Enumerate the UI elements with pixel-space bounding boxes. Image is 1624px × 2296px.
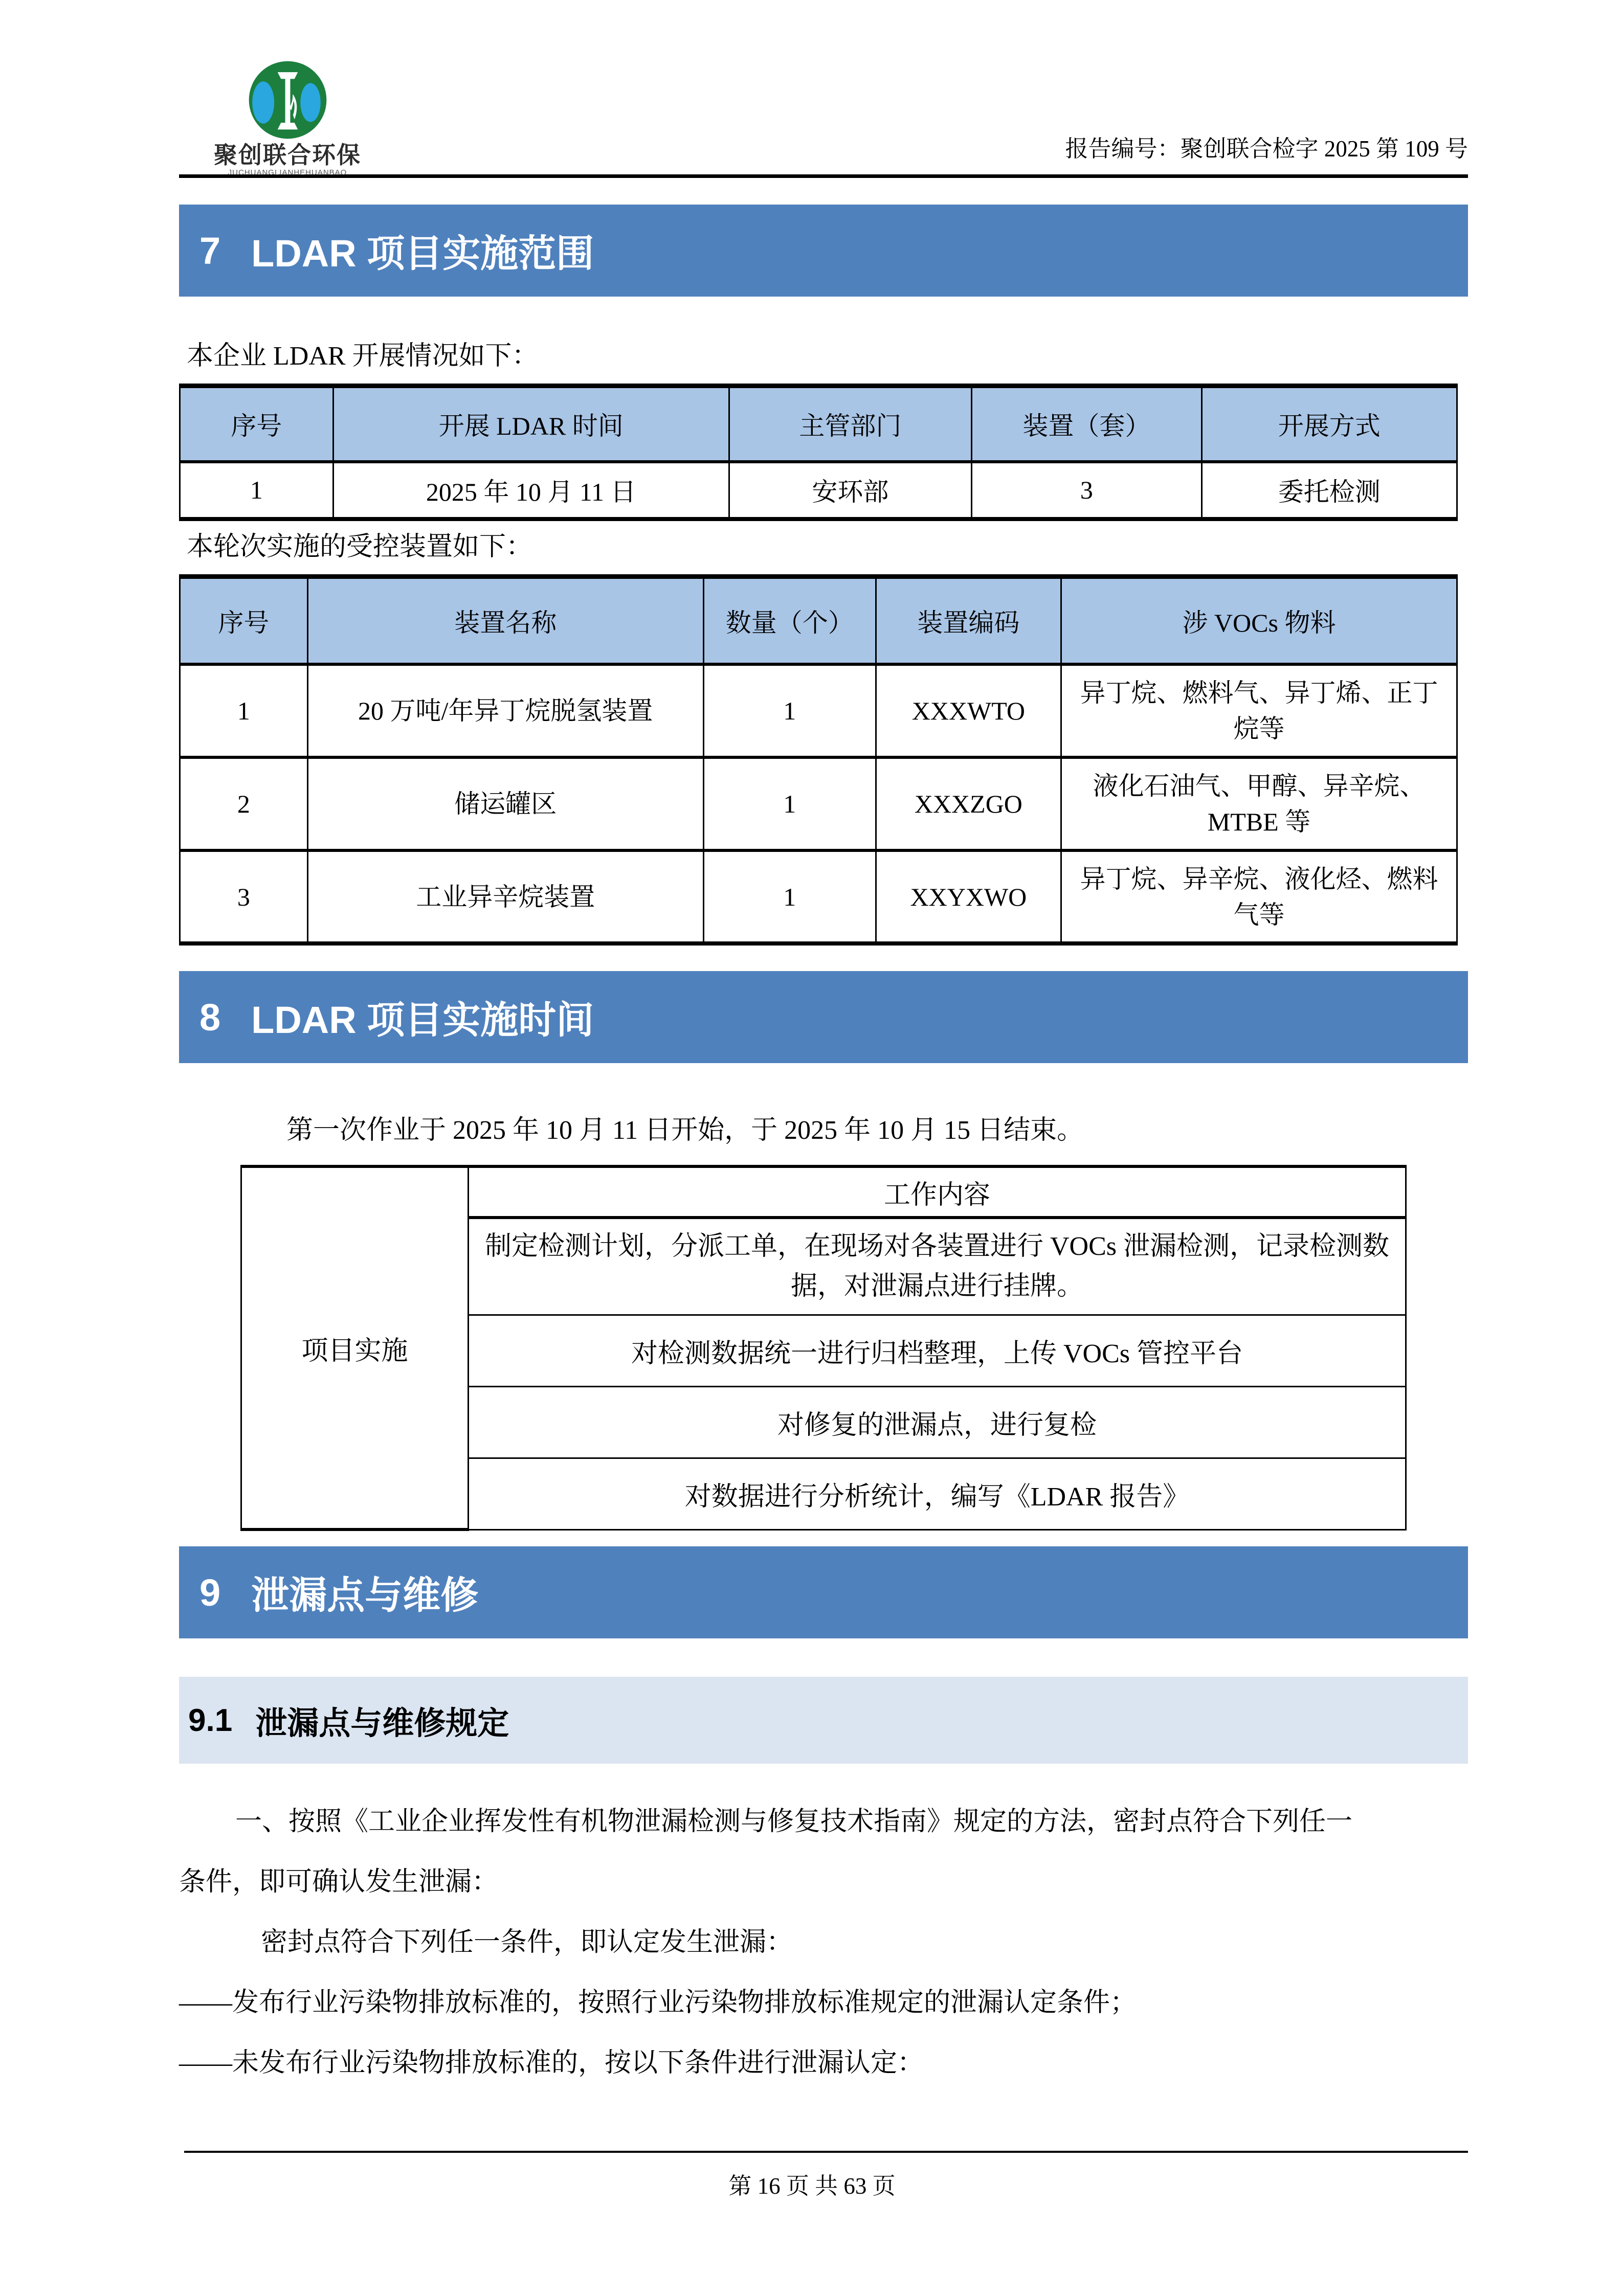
report-number: 报告编号：聚创联合检字 2025 第 109 号 [1065,136,1468,162]
cell: 安环部 [729,462,971,519]
col-header: 序号 [180,386,333,462]
cell: 对数据进行分析统计，编写《LDAR 报告》 [469,1458,1406,1529]
cell: XXYXWO [876,850,1061,943]
section-9-1-number: 9.1 [188,1702,233,1738]
page-number: 第 16 页 共 63 页 [728,2173,896,2199]
cell: 1 [703,757,876,850]
cell: 异丁烷、燃料气、异丁烯、正丁烷等 [1061,664,1457,757]
section-8-heading [179,971,1468,1063]
intro-paragraph-1: 本企业 LDAR 开展情况如下： [187,342,539,371]
table-header-row [241,1166,1406,1218]
cell: 2 [180,757,308,850]
company-logo [211,60,364,178]
col-header: 工作内容 [469,1166,1406,1218]
cell: 对修复的泄漏点，进行复检 [469,1386,1406,1458]
section-8-paragraph: 第一次作业于 2025 年 10 月 11 日开始，于 2025 年 10 月 15 日结束。 [286,1116,1084,1145]
table-row [180,462,1457,519]
body-line: ——发布行业污染物排放标准的，按照行业污染物排放标准规定的泄漏认定条件； [179,1988,1137,2017]
controlled-units-table [179,574,1458,946]
table-row [180,757,1457,850]
cell: 20 万吨/年异丁烷脱氢装置 [307,664,703,757]
body-line: 一、按照《工业企业挥发性有机物泄漏检测与修复技术指南》规定的方法，密封点符合下列任一 [235,1807,1353,1836]
section-9-number: 9 [199,1571,221,1614]
cell: 储运罐区 [307,757,703,850]
footer-divider [184,2151,1468,2153]
col-header: 主管部门 [729,386,971,462]
cell: 2025 年 10 月 11 日 [333,462,729,519]
cell: 1 [180,462,333,519]
cell: 制定检测计划，分派工单，在现场对各装置进行 VOCs 泄漏检测，记录检测数据，对泄漏点进行挂牌。 [469,1218,1406,1315]
body-line: 密封点符合下列任一条件，即认定发生泄漏： [261,1928,793,1957]
body-text-block [179,1792,1468,2094]
table-header-row [180,576,1457,664]
section-8-number: 8 [199,996,221,1039]
col-header: 装置编码 [876,576,1061,664]
section-7-heading [179,205,1468,297]
table-row [180,664,1457,757]
section-9-1-heading [179,1677,1468,1764]
section-9-1-title: 泄漏点与维修规定 [255,1705,509,1741]
body-line: 条件，即可确认发生泄漏： [179,1867,499,1897]
col-header: 装置名称 [307,576,703,664]
ldar-overview-table [179,384,1458,521]
section-9-title: 泄漏点与维修 [251,1574,479,1616]
body-line: ——未发布行业污染物排放标准的，按以下条件进行泄漏认定： [179,2049,924,2078]
col-header: 涉 VOCs 物料 [1061,576,1457,664]
section-9-heading [179,1546,1468,1638]
cell: 1 [703,850,876,943]
cell: 工业异辛烷装置 [307,850,703,943]
cell: 委托检测 [1202,462,1457,519]
cell: 1 [180,664,308,757]
page-header [179,0,1468,178]
cell: 液化石油气、甲醇、异辛烷、MTBE 等 [1061,757,1457,850]
col-header: 数量（个） [703,576,876,664]
col-header: 开展 LDAR 时间 [333,386,729,462]
section-8-title: LDAR 项目实施时间 [251,999,594,1041]
cell: 异丁烷、异辛烷、液化烃、燃料气等 [1061,850,1457,943]
cell: XXXWTO [876,664,1061,757]
cell: 3 [972,462,1202,519]
row-group-label: 项目实施 [241,1166,469,1529]
intro-paragraph-2: 本轮次实施的受控装置如下： [187,532,533,561]
col-header: 开展方式 [1202,386,1457,462]
cell: 3 [180,850,308,943]
table-header-row [180,386,1457,462]
project-implementation-table [240,1165,1407,1531]
cell: 对检测数据统一进行归档整理，上传 VOCs 管控平台 [469,1315,1406,1386]
cell: 1 [703,664,876,757]
cell: XXXZGO [876,757,1061,850]
col-header: 序号 [180,576,308,664]
section-7-title: LDAR 项目实施范围 [251,232,594,275]
col-header: 装置（套） [972,386,1202,462]
section-7-number: 7 [199,229,221,272]
company-logo-name-en: JUCHUANGLIANHEHUANBAO [228,168,347,177]
company-logo-name-cn: 聚创联合环保 [214,142,361,168]
company-logo-icon [246,60,330,140]
table-row [180,850,1457,943]
